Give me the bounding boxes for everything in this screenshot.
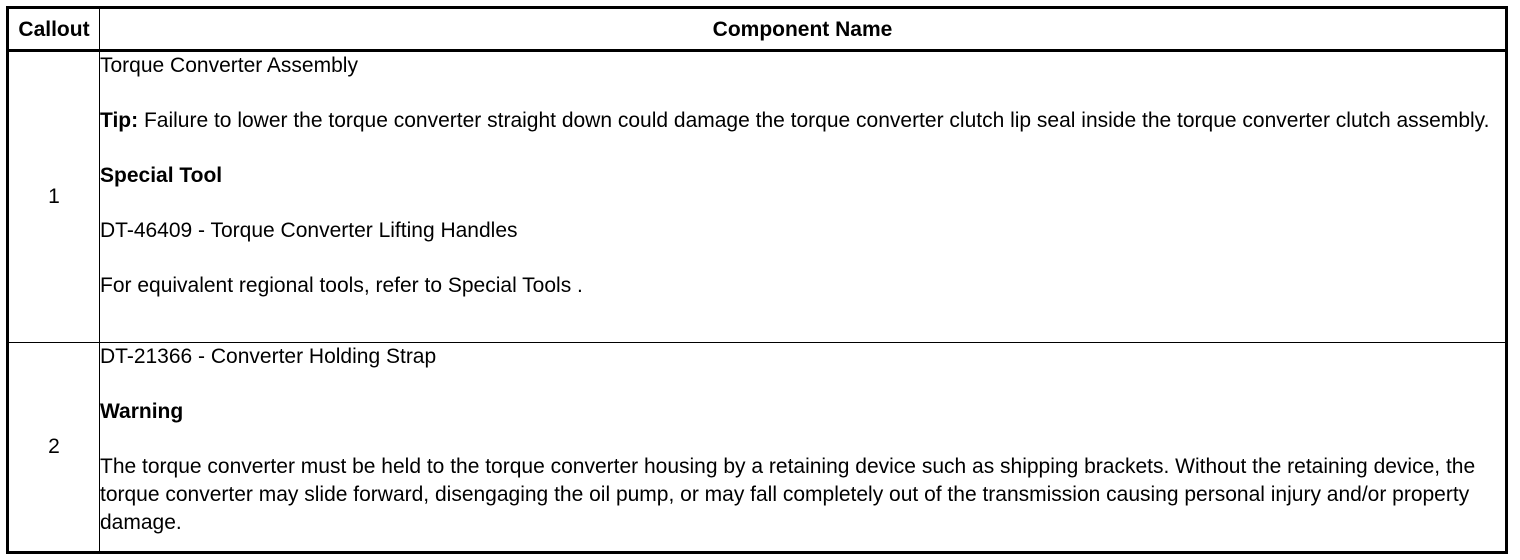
callout-number: 1 (8, 51, 100, 343)
tip-text: Failure to lower the torque converter straight down could damage the torque converter clutch lip seal inside the torque converter clutch assembly. (143, 109, 1490, 132)
tip-label: Tip: (100, 109, 139, 132)
special-tool-heading: Special Tool (100, 164, 223, 187)
regional-tools-note: For equivalent regional tools, refer to Special Tools . (100, 274, 583, 297)
table-row (8, 343, 1507, 553)
callout-number: 2 (8, 343, 100, 553)
warning-heading: Warning (100, 400, 184, 423)
component-name: DT-21366 - Converter Holding Strap (100, 345, 437, 368)
special-tool-item: DT-46409 - Torque Converter Lifting Handles (100, 219, 518, 242)
table-header-row (8, 8, 1507, 51)
component-cell (100, 343, 1507, 553)
component-cell (100, 51, 1507, 343)
tip-paragraph (100, 107, 1505, 135)
component-name-header: Component Name (100, 8, 1507, 51)
component-name: Torque Converter Assembly (100, 54, 358, 77)
table-row (8, 51, 1507, 343)
component-table (6, 6, 1508, 554)
callout-header: Callout (8, 8, 100, 51)
warning-text: The torque converter must be held to the torque converter housing by a retaining device such as shipping brackets. Without the retaining device, the torque converter may slide forward, disengaging the oil pump, or may fall completely out of the transmission causing personal injury and/or property damage. (100, 455, 1476, 534)
